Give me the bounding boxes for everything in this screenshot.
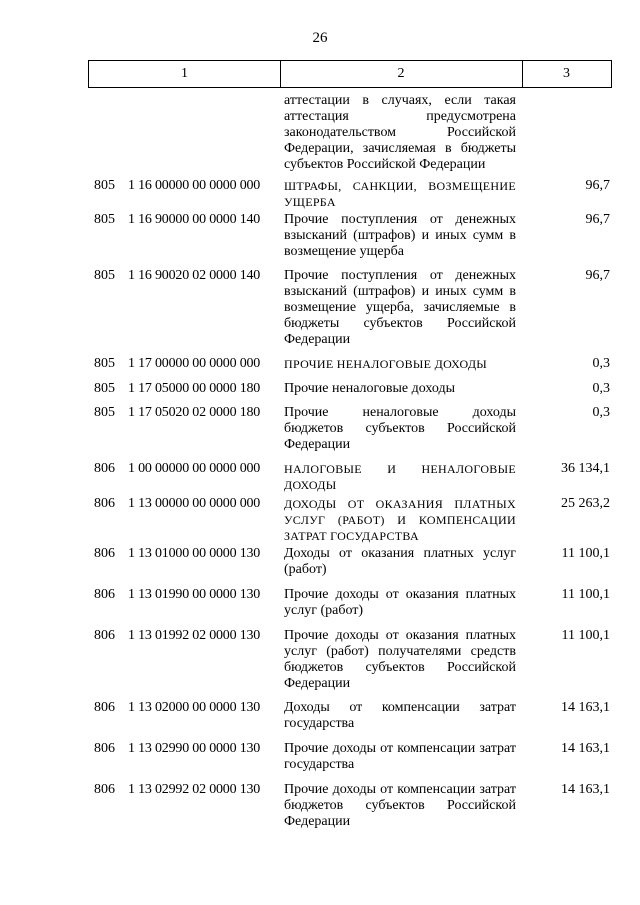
row-amount: 96,7	[585, 268, 610, 283]
row-admin-code: 806	[94, 461, 115, 476]
row-budget-code: 1 13 01992 02 0000 130	[128, 628, 261, 643]
row-admin-code: 805	[94, 356, 115, 371]
row-description: Прочие неналоговые доходы	[284, 381, 456, 396]
row-amount: 0,3	[592, 381, 610, 396]
row-description: ПРОЧИЕ НЕНАЛОГОВЫЕ ДОХОДЫ	[284, 357, 488, 371]
row-admin-code: 806	[94, 741, 115, 756]
row-amount: 96,7	[585, 178, 610, 193]
row-description: Доходы от компенсации затрат государства	[284, 700, 516, 731]
row-description: Доходы от оказания платных услуг (работ)	[284, 546, 516, 577]
row-admin-code: 805	[94, 405, 115, 420]
row-admin-code: 805	[94, 268, 115, 283]
row-budget-code: 1 13 01990 00 0000 130	[128, 587, 261, 602]
row-budget-code: 1 13 02990 00 0000 130	[128, 741, 261, 756]
row-amount: 0,3	[592, 405, 610, 420]
row-amount: 14 163,1	[561, 782, 610, 797]
row-description: Прочие доходы от компенсации затрат бюджетов субъектов Российской Федерации	[284, 782, 516, 829]
page-number: 26	[312, 30, 328, 46]
row-admin-code: 806	[94, 496, 115, 511]
row-amount: 14 163,1	[561, 741, 610, 756]
row-description: аттестации в случаях, если такая аттестация предусмотрена законодательством Российской Федерации, зачисляемая в бюджеты субъектов Российской Федерации	[284, 93, 516, 172]
row-budget-code: 1 17 05000 00 0000 180	[128, 381, 261, 396]
row-admin-code: 805	[94, 178, 115, 193]
row-description: Прочие поступления от денежных взысканий (штрафов) и иных сумм в возмещение ущерба	[284, 212, 516, 259]
row-admin-code: 806	[94, 782, 115, 797]
row-amount: 11 100,1	[561, 628, 610, 643]
header-col-3: 3	[563, 66, 570, 81]
row-admin-code: 806	[94, 700, 115, 715]
row-admin-code: 806	[94, 628, 115, 643]
row-budget-code: 1 16 90020 02 0000 140	[128, 268, 261, 283]
row-admin-code: 806	[94, 587, 115, 602]
row-admin-code: 806	[94, 546, 115, 561]
row-description: Прочие поступления от денежных взысканий (штрафов) и иных сумм в возмещение ущерба, зачисляемые в бюджеты субъектов Российской Федерации	[284, 268, 516, 347]
row-budget-code: 1 17 00000 00 0000 000	[128, 356, 261, 371]
row-amount: 11 100,1	[561, 587, 610, 602]
row-description: ШТРАФЫ, САНКЦИИ, ВОЗМЕЩЕНИЕ УЩЕРБА	[284, 179, 516, 209]
header-col-1: 1	[89, 61, 281, 87]
row-budget-code: 1 13 02992 02 0000 130	[128, 782, 261, 797]
row-budget-code: 1 17 05020 02 0000 180	[128, 405, 261, 420]
header-col-2: 2	[280, 61, 523, 87]
row-admin-code: 805	[94, 381, 115, 396]
row-description: Прочие неналоговые доходы бюджетов субъектов Российской Федерации	[284, 405, 516, 452]
row-budget-code: 1 16 90000 00 0000 140	[128, 212, 261, 227]
row-amount: 96,7	[585, 212, 610, 227]
row-budget-code: 1 00 00000 00 0000 000	[128, 461, 261, 476]
table-header	[88, 60, 612, 88]
row-description: Прочие доходы от оказания платных услуг (работ) получателями средств бюджетов субъектов Российской Федерации	[284, 628, 516, 691]
row-description: НАЛОГОВЫЕ И НЕНАЛОГОВЫЕ ДОХОДЫ	[284, 462, 516, 492]
row-amount: 11 100,1	[561, 546, 610, 561]
row-budget-code: 1 13 02000 00 0000 130	[128, 700, 261, 715]
row-amount: 0,3	[592, 356, 610, 371]
row-budget-code: 1 16 00000 00 0000 000	[128, 178, 261, 193]
row-amount: 14 163,1	[561, 700, 610, 715]
row-budget-code: 1 13 00000 00 0000 000	[128, 496, 261, 511]
row-description: Прочие доходы от компенсации затрат государства	[284, 741, 516, 772]
row-description: ДОХОДЫ ОТ ОКАЗАНИЯ ПЛАТНЫХ УСЛУГ (РАБОТ) И КОМПЕНСАЦИИ ЗАТРАТ ГОСУДАРСТВА	[284, 497, 516, 543]
row-description: Прочие доходы от оказания платных услуг (работ)	[284, 587, 516, 618]
row-admin-code: 805	[94, 212, 115, 227]
row-amount: 25 263,2	[561, 496, 610, 511]
row-amount: 36 134,1	[561, 461, 610, 476]
row-budget-code: 1 13 01000 00 0000 130	[128, 546, 261, 561]
